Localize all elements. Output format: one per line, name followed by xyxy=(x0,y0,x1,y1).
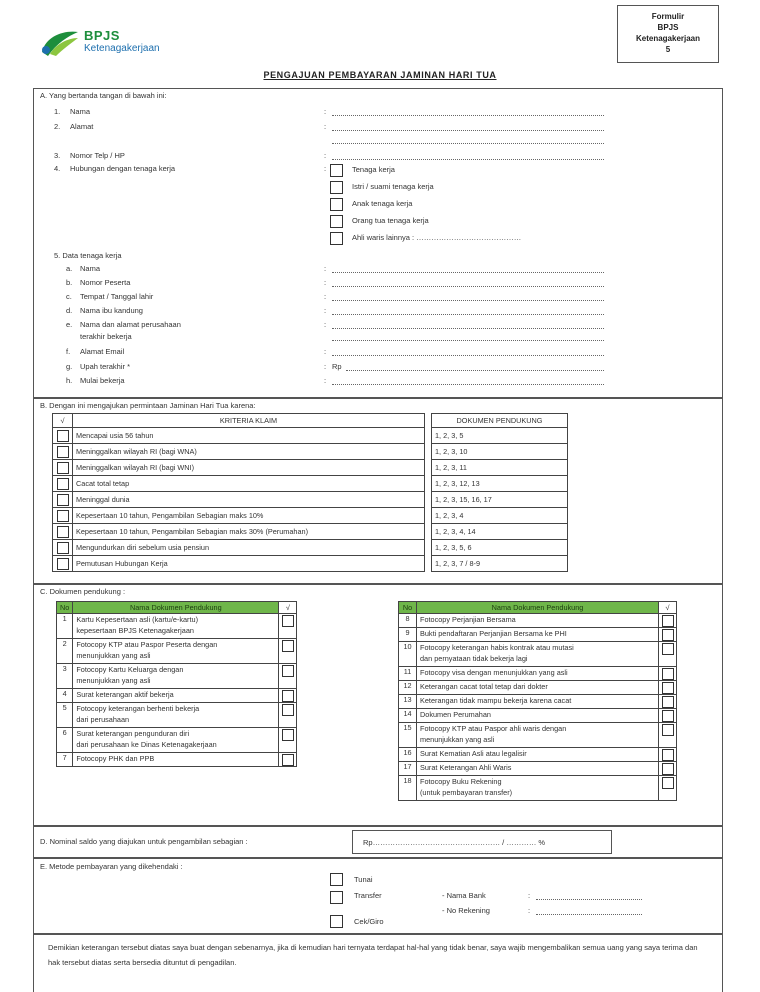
claim-docs: 1, 2, 3, 5 xyxy=(432,428,568,444)
document-number: 16 xyxy=(399,748,417,762)
relation-checkbox[interactable] xyxy=(330,164,343,177)
document-name xyxy=(417,776,659,801)
form-number-box xyxy=(617,5,719,63)
document-name xyxy=(417,628,659,642)
document-checkbox[interactable] xyxy=(282,704,294,716)
document-row xyxy=(399,642,677,667)
document-checkbox[interactable] xyxy=(282,615,294,627)
document-checkbox[interactable] xyxy=(662,696,674,708)
document-number: 4 xyxy=(57,689,73,703)
document-checkbox-cell[interactable] xyxy=(659,709,677,723)
table-gap xyxy=(425,508,432,524)
field-label-member-number: Nomor Peserta xyxy=(80,278,131,287)
name-input-line[interactable] xyxy=(332,115,604,116)
claim-row xyxy=(53,540,568,556)
table-gap xyxy=(425,444,432,460)
wage-prefix: Rp xyxy=(332,362,342,371)
claim-checkbox[interactable] xyxy=(57,542,69,554)
document-checkbox[interactable] xyxy=(282,665,294,677)
statement-text: Demikian keterangan tersebut diatas saya buat dengan sebenarnya, jika di kemudian hari ternyata terdapat hal-hal yang tidak benar, saya wajib mengembalikan semua uang yang saya terima dan hak tersebut diatas serta bersedia dituntut di pengadilan. xyxy=(48,943,698,967)
bpjs-logo xyxy=(38,26,198,62)
document-name-line: Kartu Kepesertaan asli (kartu/e-kartu) xyxy=(76,615,198,624)
claim-checkbox[interactable] xyxy=(57,446,69,458)
claim-row xyxy=(53,508,568,524)
document-checkbox-cell[interactable] xyxy=(279,614,297,639)
colon: : xyxy=(324,362,327,371)
field-label-birth: Tempat / Tanggal lahir xyxy=(80,292,154,301)
document-checkbox-cell[interactable] xyxy=(659,681,677,695)
document-checkbox-cell[interactable] xyxy=(659,762,677,776)
document-checkbox[interactable] xyxy=(662,668,674,680)
claim-criteria: Mencapai usia 56 tahun xyxy=(73,428,425,444)
field-num: f. xyxy=(66,347,71,356)
field-num: c. xyxy=(66,292,72,301)
section-a xyxy=(33,88,723,398)
document-number: 10 xyxy=(399,642,417,667)
docs-column-header: DOKUMEN PENDUKUNG xyxy=(432,414,568,428)
claim-checkbox[interactable] xyxy=(57,558,69,570)
form-title: PENGAJUAN PEMBAYARAN JAMINAN HARI TUA xyxy=(263,70,497,80)
claim-checkbox[interactable] xyxy=(57,510,69,522)
document-name-line: Fotocopy keterangan berhenti bekerja xyxy=(76,704,200,713)
document-name xyxy=(417,748,659,762)
docs-right-rows xyxy=(399,614,677,801)
payment-cheque-checkbox[interactable] xyxy=(330,915,343,928)
document-row xyxy=(399,723,677,748)
field-num: g. xyxy=(66,362,73,371)
document-checkbox-cell[interactable] xyxy=(659,695,677,709)
nominal-input-box[interactable] xyxy=(352,830,612,854)
claim-checkbox-cell[interactable] xyxy=(53,460,73,476)
document-name-line: Fotocopy visa dengan menunjukkan yang asli xyxy=(420,668,568,677)
document-number: 5 xyxy=(57,703,73,728)
company-input-line-2[interactable] xyxy=(332,340,604,341)
colon: : xyxy=(324,107,327,116)
claim-checkbox[interactable] xyxy=(57,462,69,474)
field-label-worker-name: Nama xyxy=(80,264,101,273)
field-label-start-work: Mulai bekerja xyxy=(80,376,125,385)
document-name-line: Fotocopy KTP atau Paspor ahli waris dengan xyxy=(420,724,567,733)
document-number: 3 xyxy=(57,664,73,689)
section-e-heading: E. Metode pembayaran yang dikehendaki : xyxy=(40,862,183,871)
payment-transfer-checkbox[interactable] xyxy=(330,891,343,904)
claim-checkbox-cell[interactable] xyxy=(53,444,73,460)
relation-checkbox[interactable] xyxy=(330,232,343,245)
table-gap xyxy=(425,460,432,476)
bank-name-label: - Nama Bank xyxy=(442,891,486,900)
member-number-input-line[interactable] xyxy=(332,286,604,287)
document-checkbox-cell[interactable] xyxy=(659,642,677,667)
document-checkbox[interactable] xyxy=(662,763,674,775)
claim-criteria: Kepesertaan 10 tahun, Pengambilan Sebagian maks 30% (Perumahan) xyxy=(73,524,425,540)
colon: : xyxy=(324,278,327,287)
document-checkbox-cell[interactable] xyxy=(279,664,297,689)
claim-checkbox-cell[interactable] xyxy=(53,476,73,492)
account-number-label: - No Rekening xyxy=(442,906,490,915)
claim-checkbox[interactable] xyxy=(57,430,69,442)
document-checkbox-cell[interactable] xyxy=(279,703,297,728)
account-number-input-line[interactable] xyxy=(536,914,642,915)
field-num: 4. xyxy=(54,164,61,173)
document-row xyxy=(57,753,297,767)
table-gap xyxy=(425,556,432,572)
claim-docs: 1, 2, 3, 12, 13 xyxy=(432,476,568,492)
section-b xyxy=(33,398,723,584)
document-checkbox-cell[interactable] xyxy=(659,776,677,801)
document-number: 1 xyxy=(57,614,73,639)
document-name xyxy=(417,695,659,709)
document-row xyxy=(399,628,677,642)
document-checkbox[interactable] xyxy=(282,640,294,652)
section-b-heading: B. Dengan ini mengajukan permintaan Jaminan Hari Tua karena: xyxy=(40,401,256,410)
field-label-name: Nama xyxy=(70,107,91,116)
field-label-company: Nama dan alamat perusahaan xyxy=(80,320,181,329)
document-number: 2 xyxy=(57,639,73,664)
document-row xyxy=(399,748,677,762)
relation-label: Istri / suami tenaga kerja xyxy=(352,182,434,191)
colon: : xyxy=(324,164,327,173)
table-gap xyxy=(425,476,432,492)
field-num: 3. xyxy=(54,151,61,160)
field-label-phone: Nomor Telp / HP xyxy=(70,151,125,160)
document-name-line: Surat Keterangan Ahli Waris xyxy=(420,763,512,772)
document-row xyxy=(57,703,297,728)
bank-name-input-line[interactable] xyxy=(536,899,642,900)
claim-checkbox-cell[interactable] xyxy=(53,556,73,572)
nominal-value: Rp…………………………………………… / ………… % xyxy=(363,838,546,847)
relation-label: Orang tua tenaga kerja xyxy=(352,216,429,225)
field-label-address: Alamat xyxy=(70,122,94,131)
colon: : xyxy=(324,320,327,329)
relation-label: Tenaga kerja xyxy=(352,165,395,174)
field-label-mother: Nama ibu kandung xyxy=(80,306,143,315)
document-number: 15 xyxy=(399,723,417,748)
document-checkbox-cell[interactable] xyxy=(279,639,297,664)
document-checkbox[interactable] xyxy=(282,690,294,702)
payment-method-label: Cek/Giro xyxy=(354,917,384,926)
claim-docs: 1, 2, 3, 7 / 8-9 xyxy=(432,556,568,572)
document-row xyxy=(57,664,297,689)
document-name-line: menunjukkan yang asli xyxy=(76,651,151,660)
document-name-line: Fotocopy KTP atau Paspor Peserta dengan xyxy=(76,640,218,649)
start-work-input-line[interactable] xyxy=(332,384,604,385)
document-checkbox[interactable] xyxy=(282,754,294,766)
document-name-line: (untuk pembayaran transfer) xyxy=(420,788,513,797)
document-number: 12 xyxy=(399,681,417,695)
colon: : xyxy=(528,906,531,915)
document-name-line: menunjukkan yang asli xyxy=(76,676,151,685)
document-name-line: Surat keterangan pengunduran diri xyxy=(76,729,190,738)
section-e xyxy=(33,858,723,934)
claim-criteria: Meninggal dunia xyxy=(73,492,425,508)
field-num: a. xyxy=(66,264,73,273)
claim-row xyxy=(53,556,568,572)
claim-checkbox-cell[interactable] xyxy=(53,540,73,556)
document-name-line: dari perusahaan ke Dinas Ketenagakerjaan xyxy=(76,740,217,749)
section-a-heading: A. Yang bertanda tangan di bawah ini: xyxy=(40,91,167,100)
claim-checkbox-cell[interactable] xyxy=(53,508,73,524)
document-number: 8 xyxy=(399,614,417,628)
docs-left-rows xyxy=(57,614,297,767)
check-column-header: √ xyxy=(53,414,73,428)
field-num: b. xyxy=(66,278,73,287)
claim-criteria: Mengundurkan diri sebelum usia pensiun xyxy=(73,540,425,556)
document-row xyxy=(399,614,677,628)
table-gap xyxy=(425,524,432,540)
field-label-wage: Upah terakhir * xyxy=(80,362,131,371)
documents-table-right xyxy=(398,601,677,801)
document-name-line: Fotocopy keterangan habis kontrak atau mutasi xyxy=(420,643,574,652)
email-input-line[interactable] xyxy=(332,355,604,356)
document-name-line: Surat Kematian Asli atau legalisir xyxy=(420,749,527,758)
document-number: 11 xyxy=(399,667,417,681)
document-name-line: Bukti pendaftaran Perjanjian Bersama ke PHI xyxy=(420,629,567,638)
table-gap xyxy=(425,414,432,428)
document-row xyxy=(399,762,677,776)
field-num: d. xyxy=(66,306,73,315)
document-name-line: Fotocopy Buku Rekening xyxy=(420,777,502,786)
claim-docs: 1, 2, 3, 11 xyxy=(432,460,568,476)
bpjs-leaf-icon xyxy=(38,28,80,58)
payment-cash-checkbox[interactable] xyxy=(330,873,343,886)
form-box-line: Ketenagakerjaan xyxy=(635,34,701,43)
document-checkbox[interactable] xyxy=(662,710,674,722)
logo-text: BPJS xyxy=(84,28,120,43)
documents-table-left xyxy=(56,601,297,767)
claim-checkbox-cell[interactable] xyxy=(53,492,73,508)
colon: : xyxy=(528,891,531,900)
document-row xyxy=(399,695,677,709)
claim-row xyxy=(53,428,568,444)
document-name-line: Fotocopy Perjanjian Bersama xyxy=(420,615,516,624)
document-checkbox[interactable] xyxy=(662,749,674,761)
mother-input-line[interactable] xyxy=(332,314,604,315)
document-number: 17 xyxy=(399,762,417,776)
document-name xyxy=(73,728,279,753)
section-d xyxy=(33,826,723,858)
phone-input-line[interactable] xyxy=(332,159,604,160)
document-row xyxy=(57,728,297,753)
document-name xyxy=(73,639,279,664)
field-label-company-2: terakhir bekerja xyxy=(80,332,132,341)
colon: : xyxy=(324,306,327,315)
relation-checkbox[interactable] xyxy=(330,181,343,194)
company-input-line[interactable] xyxy=(332,328,604,329)
document-checkbox-cell[interactable] xyxy=(659,667,677,681)
document-checkbox[interactable] xyxy=(282,729,294,741)
payment-method-label: Tunai xyxy=(354,875,373,884)
document-checkbox-cell[interactable] xyxy=(279,689,297,703)
document-name-line: Fotocopy PHK dan PPB xyxy=(76,754,155,763)
doc-name-header: Nama Dokumen Pendukung xyxy=(417,602,659,614)
address-input-line-2[interactable] xyxy=(332,143,604,144)
document-checkbox-cell[interactable] xyxy=(659,748,677,762)
document-name xyxy=(73,614,279,639)
birth-input-line[interactable] xyxy=(332,300,604,301)
table-gap xyxy=(425,428,432,444)
field-num: h. xyxy=(66,376,73,385)
doc-check-header: √ xyxy=(279,602,297,614)
document-checkbox-cell[interactable] xyxy=(279,728,297,753)
document-checkbox[interactable] xyxy=(662,777,674,789)
claim-docs: 1, 2, 3, 15, 16, 17 xyxy=(432,492,568,508)
colon: : xyxy=(324,376,327,385)
claim-checkbox[interactable] xyxy=(57,478,69,490)
relation-checkbox[interactable] xyxy=(330,198,343,211)
form-box-line: Formulir xyxy=(651,12,685,21)
document-name-line: dan pernyataan tidak bekerja lagi xyxy=(420,654,528,663)
document-checkbox-cell[interactable] xyxy=(659,628,677,642)
wage-input-line[interactable] xyxy=(346,370,604,371)
document-name-line: Fotocopy Kartu Keluarga dengan xyxy=(76,665,184,674)
claim-criteria: Meninggalkan wilayah RI (bagi WNI) xyxy=(73,460,425,476)
document-name xyxy=(73,703,279,728)
claim-docs: 1, 2, 3, 5, 6 xyxy=(432,540,568,556)
document-checkbox-cell[interactable] xyxy=(659,614,677,628)
claim-rows xyxy=(53,428,568,572)
document-name-line: Surat keterangan aktif bekerja xyxy=(76,690,174,699)
document-name xyxy=(417,723,659,748)
claim-criteria: Kepesertaan 10 tahun, Pengambilan Sebagian maks 10% xyxy=(73,508,425,524)
form-box-line: BPJS xyxy=(657,23,679,32)
document-checkbox-cell[interactable] xyxy=(659,723,677,748)
field-num: 1. xyxy=(54,107,61,116)
doc-no-header: No xyxy=(399,602,417,614)
claim-checkbox-cell[interactable] xyxy=(53,524,73,540)
document-checkbox[interactable] xyxy=(662,682,674,694)
doc-name-header: Nama Dokumen Pendukung xyxy=(73,602,279,614)
document-name xyxy=(73,753,279,767)
document-name xyxy=(417,762,659,776)
document-checkbox[interactable] xyxy=(662,724,674,736)
address-input-line[interactable] xyxy=(332,130,604,131)
claim-checkbox[interactable] xyxy=(57,526,69,538)
document-row xyxy=(57,639,297,664)
document-number: 7 xyxy=(57,753,73,767)
claim-row xyxy=(53,492,568,508)
claim-docs: 1, 2, 3, 4, 14 xyxy=(432,524,568,540)
document-name xyxy=(73,689,279,703)
document-name xyxy=(417,614,659,628)
form-box-line: 5 xyxy=(665,45,671,54)
document-name-line: dari perusahaan xyxy=(76,715,130,724)
claim-checkbox-cell[interactable] xyxy=(53,428,73,444)
document-name xyxy=(417,681,659,695)
colon: : xyxy=(324,292,327,301)
document-checkbox[interactable] xyxy=(662,643,674,655)
table-gap xyxy=(425,492,432,508)
document-name-line: menunjukkan yang asli xyxy=(420,735,495,744)
document-name xyxy=(417,709,659,723)
section-c xyxy=(33,584,723,826)
claim-row xyxy=(53,460,568,476)
claim-criteria-table xyxy=(52,413,568,572)
document-name-line: Keterangan tidak mampu bekerja karena cacat xyxy=(420,696,572,705)
criteria-column-header: KRITERIA KLAIM xyxy=(73,414,425,428)
claim-checkbox[interactable] xyxy=(57,494,69,506)
document-row xyxy=(399,681,677,695)
claim-criteria: Cacat total tetap xyxy=(73,476,425,492)
relation-label-other: Ahli waris lainnya : …………………………………… xyxy=(352,233,522,242)
table-gap xyxy=(425,540,432,556)
document-number: 9 xyxy=(399,628,417,642)
claim-row xyxy=(53,476,568,492)
logo-subtext: Ketenagakerjaan xyxy=(84,43,160,54)
document-number: 14 xyxy=(399,709,417,723)
document-checkbox[interactable] xyxy=(662,615,674,627)
doc-no-header: No xyxy=(57,602,73,614)
document-name-line: kepesertaan BPJS Ketenagakerjaan xyxy=(76,626,194,635)
nominal-label: D. Nominal saldo yang diajukan untuk pengambilan sebagian : xyxy=(40,837,248,846)
document-row xyxy=(399,709,677,723)
relation-label: Anak tenaga kerja xyxy=(352,199,413,208)
document-name xyxy=(417,642,659,667)
document-row xyxy=(399,667,677,681)
document-name-line: Keterangan cacat total tetap dari dokter xyxy=(420,682,548,691)
claim-row xyxy=(53,524,568,540)
section-c-heading: C. Dokumen pendukung : xyxy=(40,587,126,596)
document-checkbox[interactable] xyxy=(662,629,674,641)
claim-docs: 1, 2, 3, 4 xyxy=(432,508,568,524)
field-num: e. xyxy=(66,320,73,329)
relation-checkbox[interactable] xyxy=(330,215,343,228)
doc-check-header: √ xyxy=(659,602,677,614)
field-num: 2. xyxy=(54,122,61,131)
data-heading: 5. Data tenaga kerja xyxy=(54,251,122,260)
colon: : xyxy=(324,122,327,131)
colon: : xyxy=(324,264,327,273)
claim-criteria: Meninggalkan wilayah RI (bagi WNA) xyxy=(73,444,425,460)
field-label-relation: Hubungan dengan tenaga kerja xyxy=(70,164,176,173)
field-label-email: Alamat Email xyxy=(80,347,125,356)
claim-criteria: Pemutusan Hubungan Kerja xyxy=(73,556,425,572)
claim-docs: 1, 2, 3, 10 xyxy=(432,444,568,460)
document-name xyxy=(417,667,659,681)
document-checkbox-cell[interactable] xyxy=(279,753,297,767)
document-row xyxy=(57,689,297,703)
worker-name-input-line[interactable] xyxy=(332,272,604,273)
colon: : xyxy=(324,347,327,356)
claim-row xyxy=(53,444,568,460)
document-name xyxy=(73,664,279,689)
colon: : xyxy=(324,151,327,160)
document-name-line: Dokumen Perumahan xyxy=(420,710,491,719)
document-row xyxy=(399,776,677,801)
payment-method-label: Transfer xyxy=(354,891,382,900)
document-number: 13 xyxy=(399,695,417,709)
document-number: 6 xyxy=(57,728,73,753)
document-row xyxy=(57,614,297,639)
document-number: 18 xyxy=(399,776,417,801)
